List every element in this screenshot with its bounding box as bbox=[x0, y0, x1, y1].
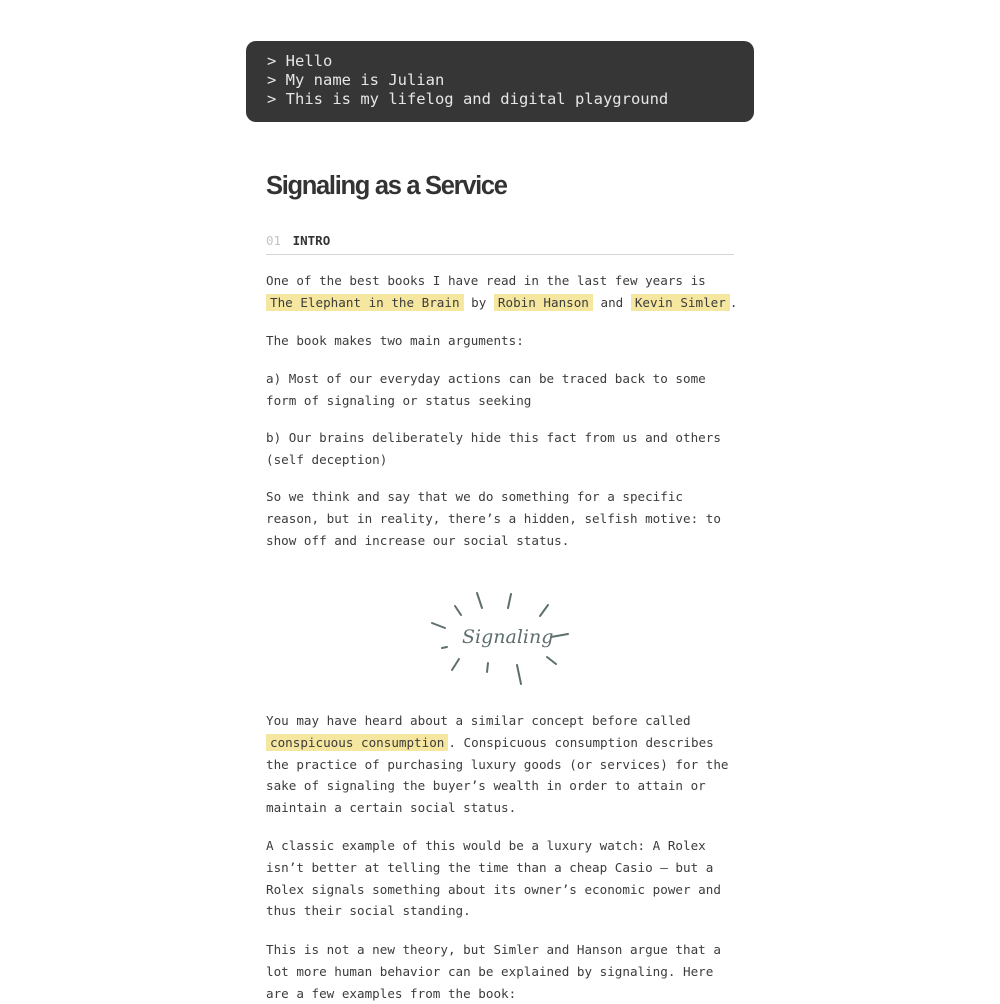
terminal-intro-box bbox=[246, 41, 754, 122]
sketch-ray bbox=[547, 657, 556, 664]
sketch-ray bbox=[487, 663, 488, 672]
paragraph-text: . bbox=[729, 294, 738, 310]
author-link-kevin-simler[interactable]: Kevin Simler bbox=[631, 294, 730, 311]
terminal-line: > My name is Julian bbox=[267, 71, 445, 89]
sketch-ray bbox=[432, 623, 445, 628]
sketch-ray bbox=[455, 606, 461, 615]
sketch-ray bbox=[540, 605, 548, 616]
sketch-ray bbox=[452, 659, 459, 670]
paragraph-hidden-motive: So we think and say that we do something for a specific reason, but in reality, there’s a hidden, selfish motive: to show off and increase our social status. bbox=[266, 489, 721, 548]
paragraph-book-examples: This is not a new theory, but Simler and Hanson argue that a lot more human behavior can be explained by signaling. Here are a few examples from the book: bbox=[266, 942, 721, 1001]
terminal-line: > Hello bbox=[267, 52, 333, 70]
paragraph-argument-a: a) Most of our everyday actions can be traced back to some form of signaling or status seeking bbox=[266, 371, 706, 408]
paragraph-text: You may have heard about a similar concept before called bbox=[266, 713, 691, 728]
terminal-line: > This is my lifelog and digital playground bbox=[267, 90, 669, 108]
paragraph-conspicuous-consumption bbox=[266, 710, 738, 819]
sketch-ray bbox=[442, 647, 447, 648]
sketch-ray bbox=[551, 634, 568, 637]
conspicuous-consumption-link[interactable]: conspicuous consumption bbox=[266, 734, 448, 751]
paragraph-text: One of the best books I have read in the last few years is bbox=[266, 273, 706, 288]
page-title: Signaling as a Service bbox=[266, 172, 507, 200]
book-link[interactable]: The Elephant in the Brain bbox=[266, 294, 464, 311]
section-title: INTRO bbox=[292, 233, 331, 248]
paragraph-argument-b: b) Our brains deliberately hide this fact from us and others (self deception) bbox=[266, 430, 721, 467]
section-number: 01 bbox=[266, 233, 282, 248]
paragraph-intro bbox=[266, 270, 738, 314]
paragraph-arguments: The book makes two main arguments: bbox=[266, 333, 524, 348]
author-link-robin-hanson[interactable]: Robin Hanson bbox=[494, 294, 593, 311]
sketch-ray bbox=[517, 665, 521, 684]
paragraph-text: by bbox=[463, 294, 494, 310]
paragraph-rolex-example: A classic example of this would be a luxury watch: A Rolex isn’t better at telling the time than a cheap Casio — but a Rolex signals something about its owner’s economic power and thus their social standing. bbox=[266, 838, 721, 919]
sketch-ray bbox=[477, 593, 482, 608]
signaling-sketch-illustration bbox=[420, 585, 580, 695]
section-header bbox=[266, 233, 734, 255]
paragraph-text: . Conspicuous consumption describes the practice of purchasing luxury goods (or services) for the sake of signaling the buyer’s wealth in order to attain or maintain a certain social status. bbox=[266, 734, 729, 816]
sketch-label: Signaling bbox=[462, 626, 554, 648]
sketch-ray bbox=[508, 594, 511, 608]
paragraph-text: and bbox=[592, 294, 631, 310]
